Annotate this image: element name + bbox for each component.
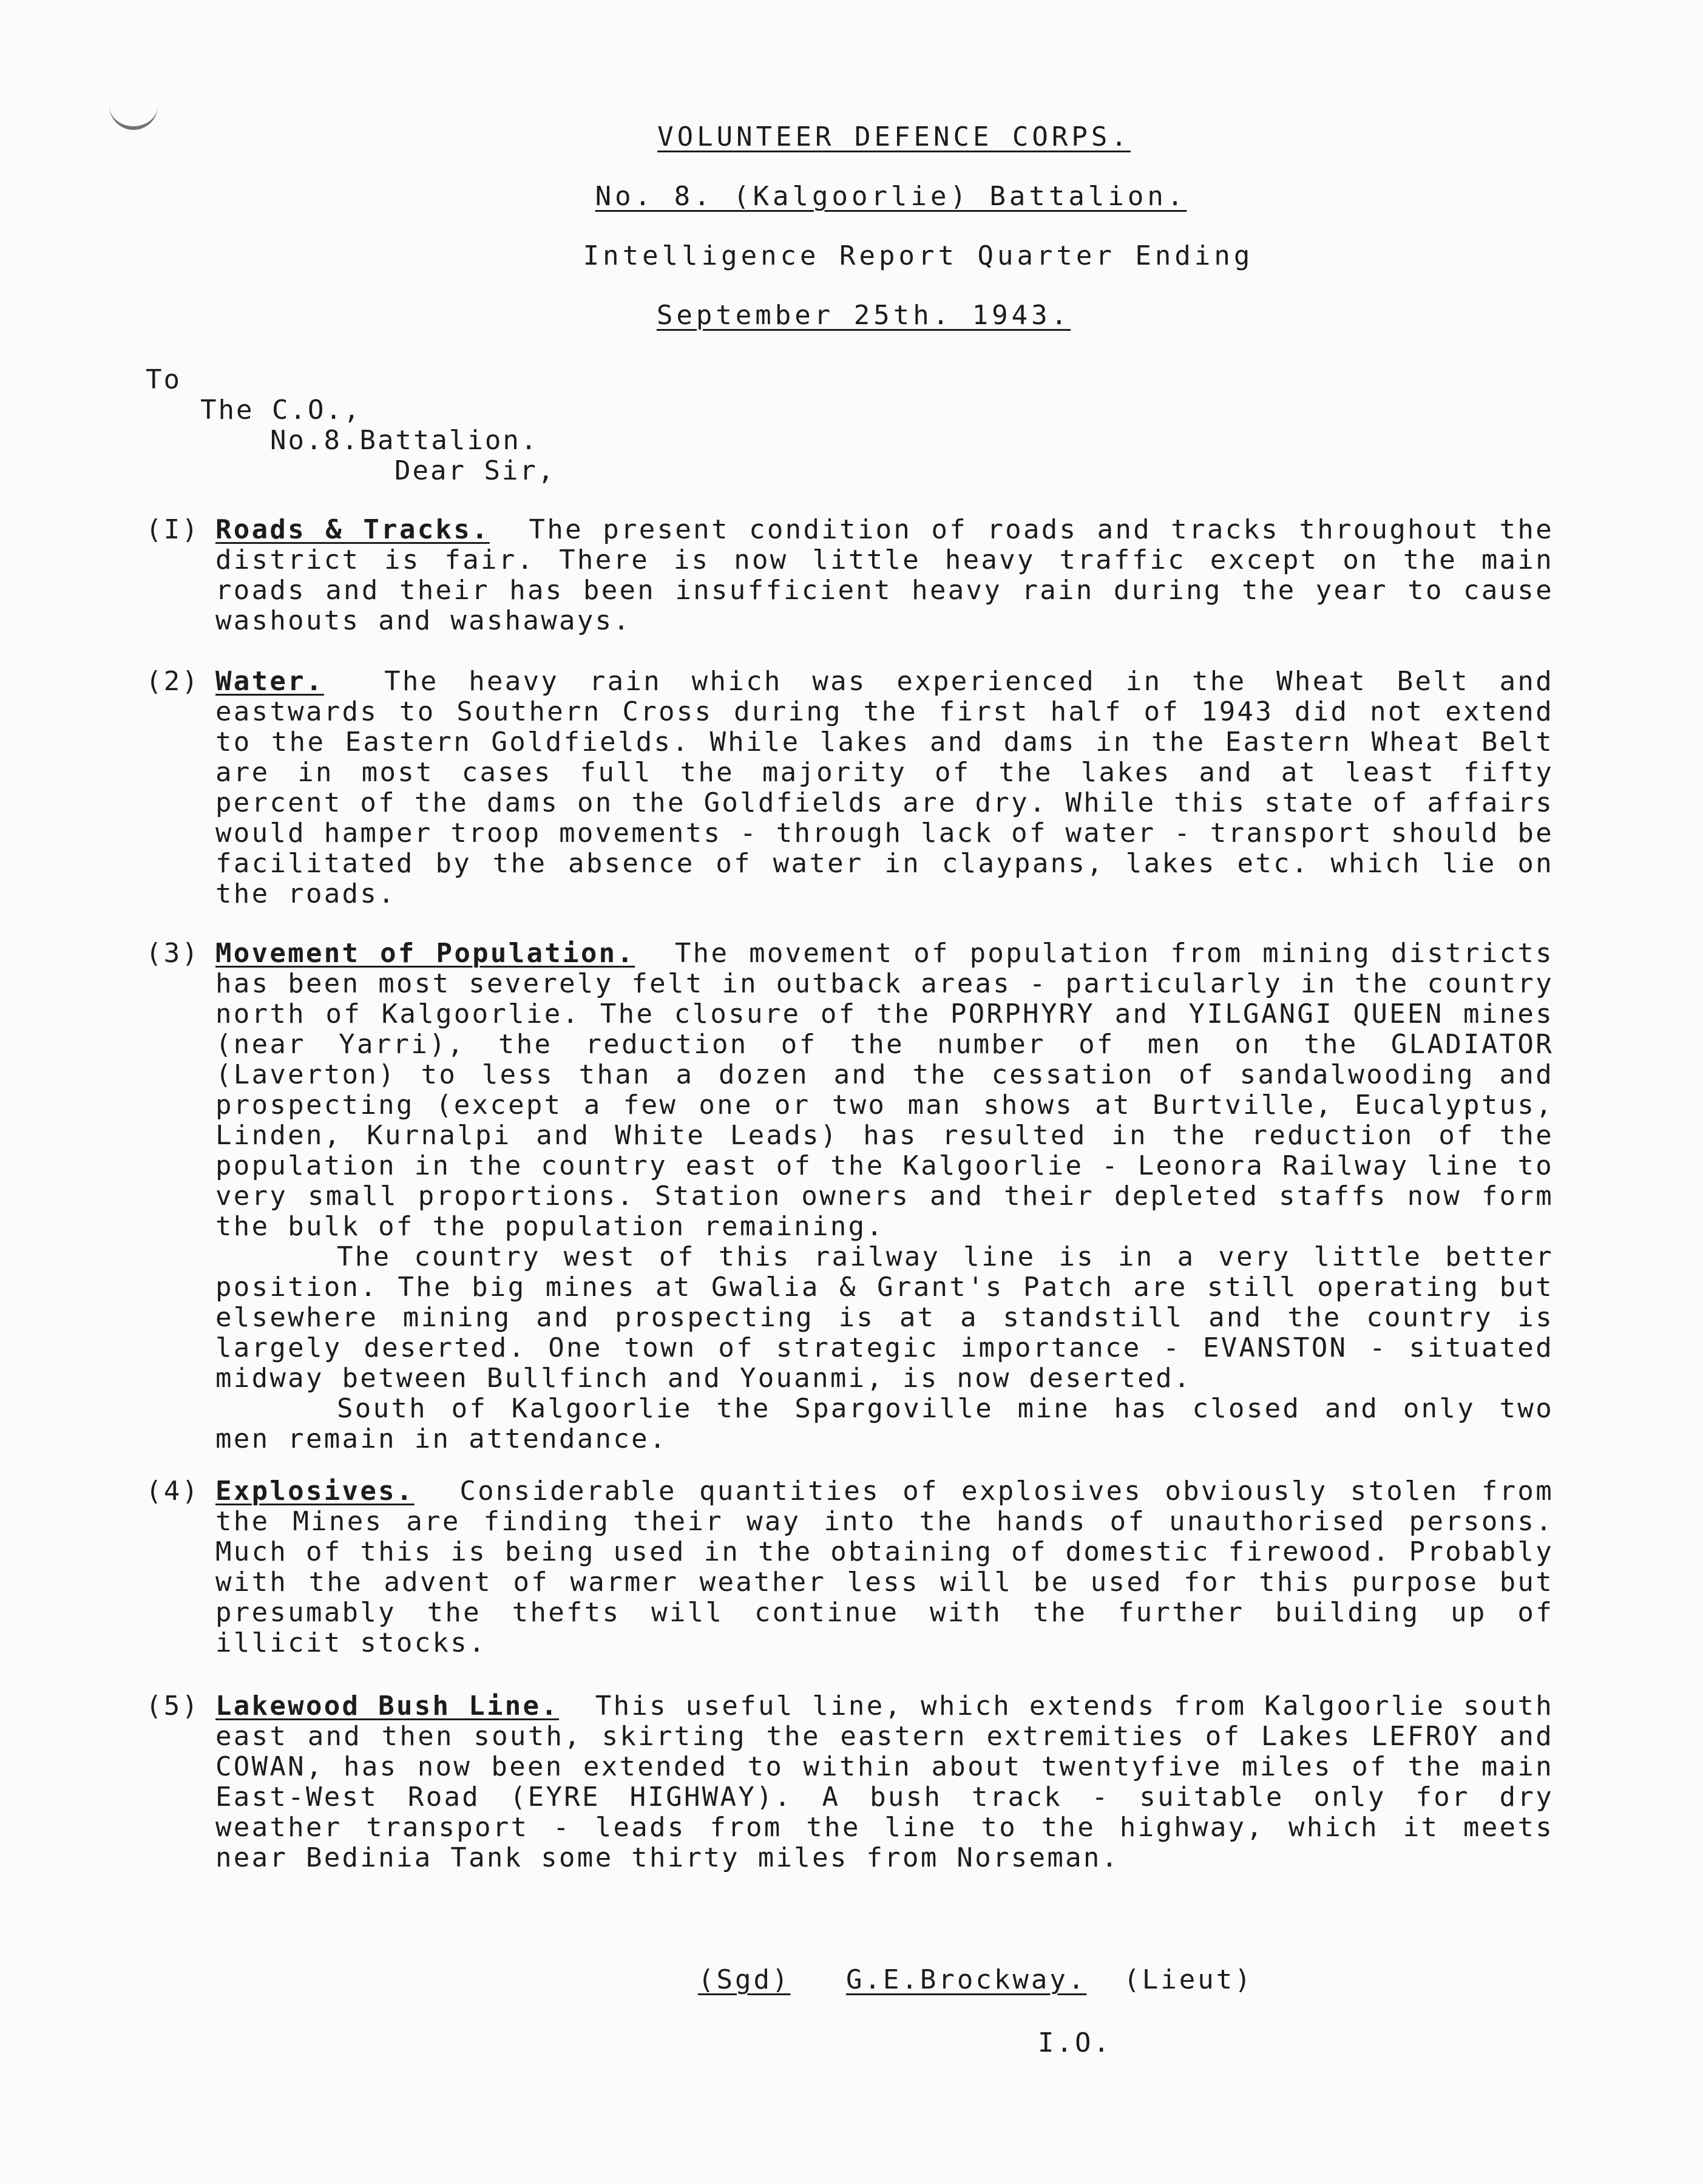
section-water: [146, 666, 1554, 909]
section-number: (5): [146, 1691, 200, 1721]
section-heading: Roads & Tracks.: [215, 514, 490, 545]
section-lakewood-bush-line: [146, 1691, 1554, 1873]
salutation: Dear Sir,: [394, 455, 556, 486]
heading-date: September 25th. 1943.: [656, 300, 1071, 331]
section-text-continued: South of Kalgoorlie the Spargoville mine has closed and only two men remain in attendance.: [215, 1393, 1554, 1454]
section-text: The heavy rain which was experienced in the Wheat Belt and eastwards to Southern Cross during the first half of 1943 did not extend to the Eastern Goldfields. While lakes and dams in the Eastern Wheat Belt are in most cases full the majority of the lakes and at least fifty percent of the dams on the Goldfields are dry. While this state of affairs would hamper troop movements - through lack of water - transport should be facilitated by the absence of water in claypans, lakes etc. which lie on the roads.: [215, 666, 1554, 909]
signature-sgd: (Sgd): [698, 1964, 791, 1995]
section-heading: Movement of Population.: [215, 938, 635, 969]
section-text: The present condition of roads and tracks throughout the district is fair. There is now little heavy traffic except on the main roads and their has been insufficient heavy rain during the year to cause washouts and washaways.: [215, 514, 1554, 636]
heading-report-title: Intelligence Report Quarter Ending: [583, 240, 1254, 271]
heading-battalion: No. 8. (Kalgoorlie) Battalion.: [595, 181, 1187, 212]
section-text: This useful line, which extends from Kalgoorlie south east and then south, skirting the eastern extremities of Lakes LEFROY and COWAN, has now been extended to within about twentyfive miles of the main East-West Road (EYRE HIGHWAY). A bush track - suitable only for dry weather transport - leads from the line to the highway, which it meets near Bedinia Tank some thirty miles from Norseman.: [215, 1691, 1554, 1873]
section-explosives: [146, 1476, 1554, 1658]
section-movement-of-population: [146, 938, 1554, 1454]
section-number: (3): [146, 938, 200, 969]
section-text-continued: The country west of this railway line is in a very little better position. The big mines at Gwalia & Grant's Patch are still operating but elsewhere mining and prospecting is at a standstill and the country is largely deserted. One town of strategic importance - EVANSTON - situated midway between Bullfinch and Youanmi, is now deserted.: [215, 1241, 1554, 1394]
address-unit: No.8.Battalion.: [270, 425, 539, 456]
signature-rank: (Lieut): [1123, 1964, 1253, 1995]
section-heading: Explosives.: [215, 1476, 415, 1507]
address-to: To: [146, 364, 181, 395]
section-text: Considerable quantities of explosives obviously stolen from the Mines are finding their way into the hands of unauthorised persons. Much of this is being used in the obtaining of domestic firewood. Probably with the advent of warmer weather less will be used for this purpose but presumably the thefts will continue with the further building up of illicit stocks.: [215, 1476, 1554, 1658]
section-heading: Water.: [215, 666, 324, 697]
section-roads-tracks: [146, 515, 1554, 636]
section-heading: Lakewood Bush Line.: [215, 1691, 560, 1721]
signature-name: G.E.Brockway.: [845, 1964, 1087, 1995]
signature-title: I.O.: [1038, 2027, 1112, 2058]
address-recipient: The C.O.,: [200, 395, 362, 426]
section-number: (I): [146, 514, 200, 545]
section-text: The movement of population from mining districts has been most severely felt in outback areas - particularly in the country north of Kalgoorlie. The closure of the PORPHYRY and YILGANGI QUEEN mines (near Yarri), the reduction of the number of men on the GLADIATOR (Laverton) to less than a dozen and the cessation of sandalwooding and prospecting (except a few one or two man shows at Burtville, Eucalyptus, Linden, Kurnalpi and White Leads) has resulted in the reduction of the population in the country east of the Kalgoorlie - Leonora Railway line to very small proportions. Station owners and their depleted staffs now form the bulk of the population remaining.: [215, 938, 1554, 1242]
signature-line: [698, 1964, 1253, 1995]
heading-organisation: VOLUNTEER DEFENCE CORPS.: [657, 121, 1131, 152]
section-number: (4): [146, 1476, 200, 1507]
section-number: (2): [146, 666, 200, 697]
